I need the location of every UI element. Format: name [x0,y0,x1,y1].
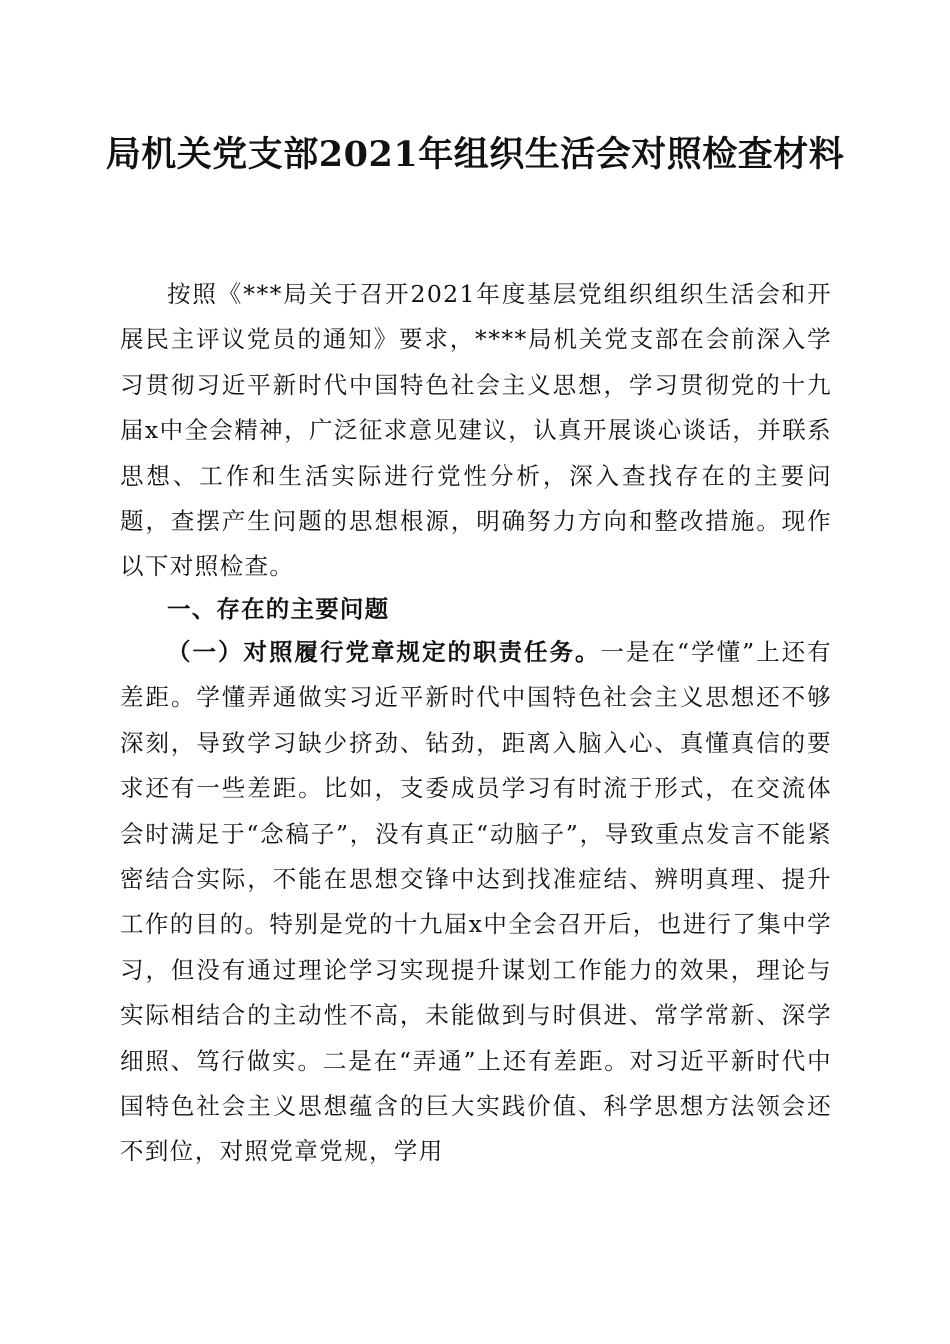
intro-paragraph: 按照《***局关于召开2021年度基层党组织组织生活会和开展民主评议党员的通知》要求，****局机关党支部在会前深入学习贯彻习近平新时代中国特色社会主义思想，学习贯彻党的十九届x中全会精神，广泛征求意见建议，认真开展谈心谈话，并联系思想、工作和生活实际进行党性分析，深入查找存在的主要问题，查摆产生问题的思想根源，明确努力方向和整改措施。现作以下对照检查。 [120,280,832,581]
subsection-lead: （一）对照履行党章规定的职责任务。 [167,638,601,666]
section-heading: 一、存在的主要问题 [167,595,390,623]
document-title: 局机关党支部2021年组织生活会对照检查材料 [105,134,845,175]
subsection-paragraph [120,630,832,1175]
subsection-body: 一是在“学懂”上还有差距。学懂弄通做实习近平新时代中国特色社会主义思想还不够深刻，导致学习缺少挤劲、钻劲，距离入脑入心、真懂真信的要求还有一些差距。比如，支委成员学习有时流于形式，在交流体会时满足于“念稿子”，没有真正“动脑子”，导致重点发言不能紧密结合实际，不能在思想交锋中达到找准症结、辨明真理、提升工作的目的。特别是党的十九届x中全会召开后，也进行了集中学习，但没有通过理论学习实现提升谋划工作能力的效果，理论与实际相结合的主动性不高，未能做到与时俱进、常学常新、深学细照、笃行做实。二是在“弄通”上还有差距。对习近平新时代中国特色社会主义思想蕴含的巨大实践价值、科学思想方法领会还不到位，对照党章党规，学用 [120,638,832,1166]
